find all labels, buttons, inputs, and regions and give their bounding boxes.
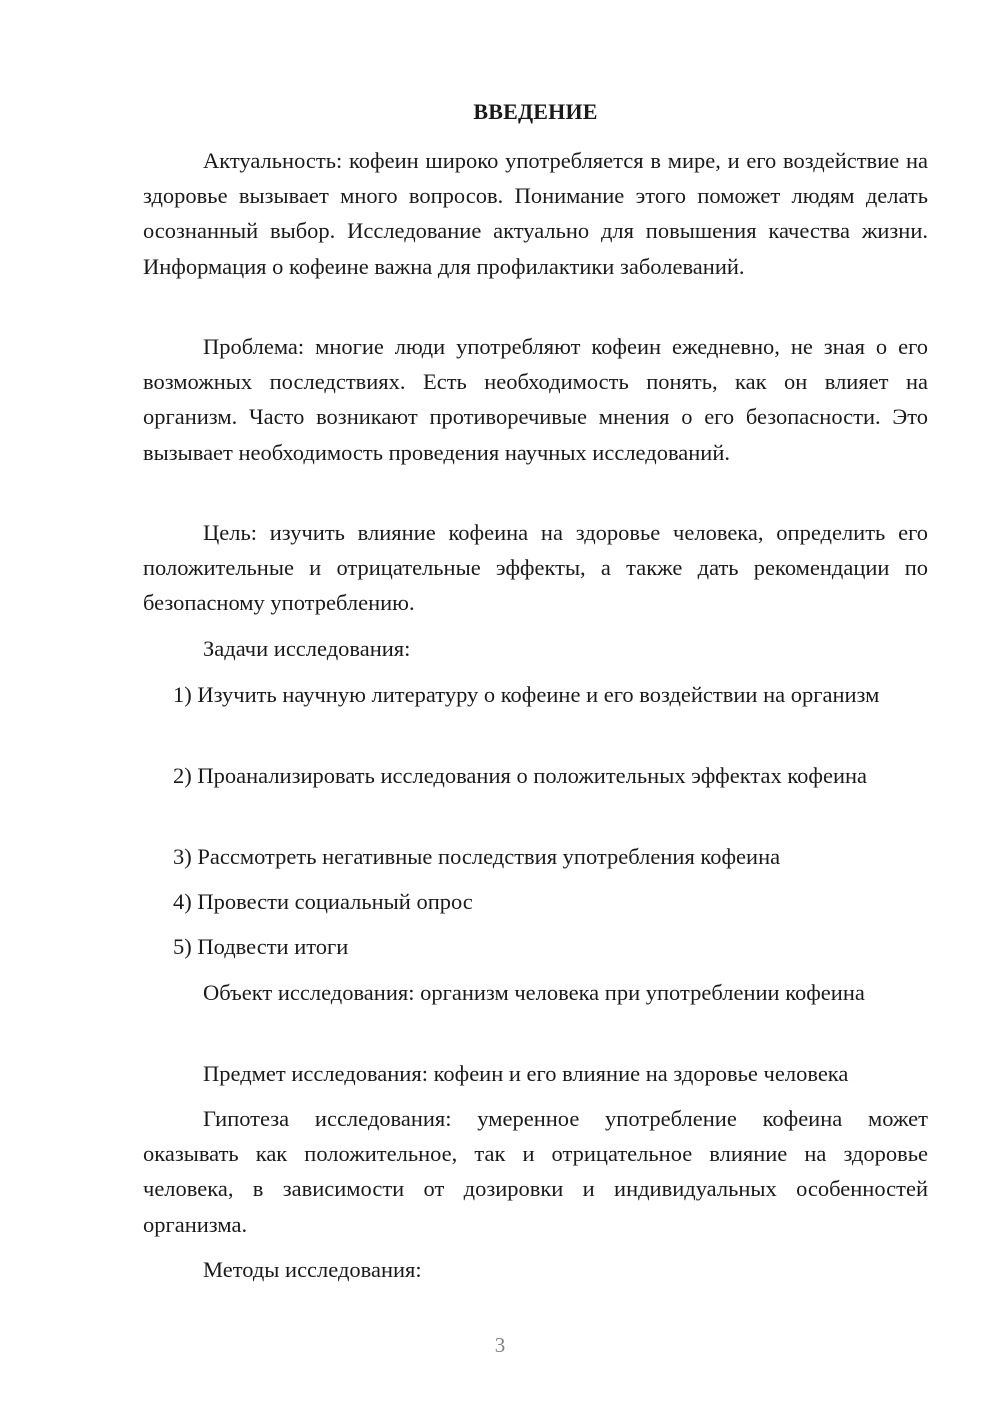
paragraph-relevance: Актуальность: кофеин широко употребляется в мире, и его воздействие на здоровье вызывает много вопросов. Понимание этого поможет людям делать осознанный выбор. Исследование актуально для повышения качества жизни. Информация о кофеине важна для профилактики заболеваний. bbox=[143, 148, 928, 279]
task-item-4: 4) Провести социальный опрос bbox=[173, 889, 473, 914]
section-heading: ВВЕДЕНИЕ bbox=[473, 99, 598, 124]
paragraph-goal: Цель: изучить влияние кофеина на здоровье человека, определить его положительные и отрицательные эффекты, а также дать рекомендации по безопасному употреблению. bbox=[143, 520, 928, 616]
page-number: 3 bbox=[494, 1333, 506, 1357]
paragraph-problem: Проблема: многие люди употребляют кофеин ежедневно, не зная о его возможных последствиях. Есть необходимость понять, как он влияет на организм. Часто возникают противоречивые мнения о его безопасности. Это вызывает необходимость проведения научных исследований. bbox=[143, 334, 928, 465]
task-item-2: 2) Проанализировать исследования о положительных эффектах кофеина bbox=[173, 763, 868, 788]
paragraph-subject: Предмет исследования: кофеин и его влияние на здоровье человека bbox=[203, 1061, 849, 1086]
task-item-3: 3) Рассмотреть негативные последствия употребления кофеина bbox=[173, 844, 781, 869]
task-item-5: 5) Подвести итоги bbox=[173, 934, 349, 959]
paragraph-object: Объект исследования: организм человека при употреблении кофеина bbox=[203, 980, 865, 1005]
task-item-1: 1) Изучить научную литературу о кофеине и его воздействии на организм bbox=[173, 682, 880, 707]
paragraph-tasks-heading: Задачи исследования: bbox=[203, 636, 411, 661]
paragraph-methods-heading: Методы исследования: bbox=[203, 1257, 422, 1282]
paragraph-hypothesis: Гипотеза исследования: умеренное употребление кофеина может оказывать как положительное, так и отрицательное влияние на здоровье человека, в зависимости от дозировки и индивидуальных особенностей организма. bbox=[143, 1106, 928, 1237]
